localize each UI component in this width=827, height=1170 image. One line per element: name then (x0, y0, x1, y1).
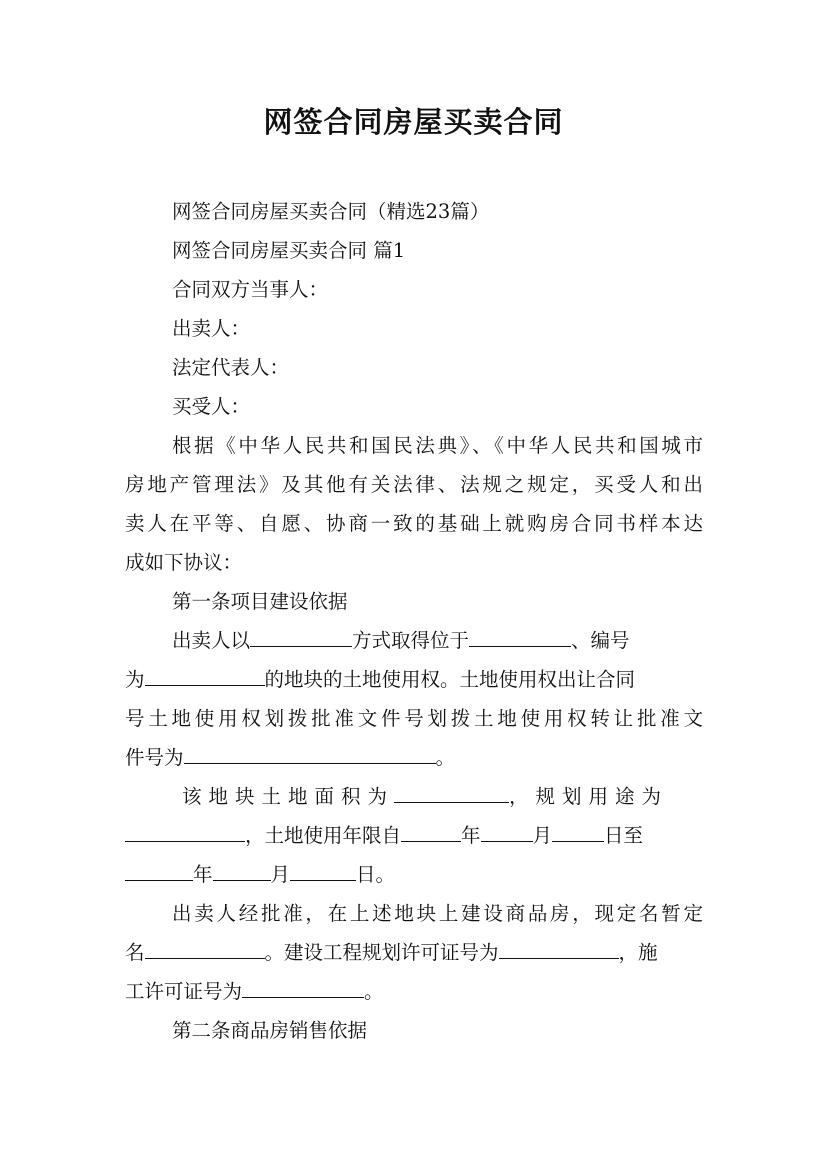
a1p3-line-2: 名 。建设工程规划许可证号为 ，施 (125, 941, 658, 964)
article-1-heading: 第一条项目建设依据 (172, 590, 348, 613)
a1p3-line-1: 出卖人经批准，在上述地块上建设商品房，现定名暂定 (172, 902, 703, 925)
a1p2-line-3: 年 月 日。 (125, 862, 703, 888)
blank-end-month[interactable] (213, 862, 271, 881)
blank-start-day[interactable] (552, 823, 604, 842)
basis-line-3: 卖人在平等、自愿、协商一致的基础上就购房合同书样本达 (125, 512, 703, 535)
blank-project-name[interactable] (145, 940, 265, 959)
parties-heading: 合同双方当事人： (172, 278, 329, 301)
basis-line-2: 房地产管理法》及其他有关法律、法规之规定，买受人和出 (125, 473, 703, 496)
blank-acquisition-method[interactable] (250, 628, 352, 647)
buyer-field: 买受人： (172, 395, 251, 418)
blank-start-year[interactable] (401, 823, 461, 842)
a1p1-line-3: 号土地使用权划拨批准文件号划拨土地使用权转让批准文 (125, 707, 703, 730)
blank-parcel-number[interactable] (145, 667, 265, 686)
intro-line: 网签合同房屋买卖合同（精选23篇） (172, 200, 490, 223)
blank-approval-number[interactable] (184, 745, 436, 764)
a1p3-line-3: 工许可证号为 。 (125, 980, 384, 1003)
blank-land-area[interactable] (394, 784, 509, 803)
a1p2-line-2: ，土地使用年限自 年 月 日至 (125, 823, 703, 849)
blank-planning-permit[interactable] (499, 940, 619, 959)
article-2-heading: 第二条商品房销售依据 (172, 1019, 368, 1042)
a1p1-line-1: 出卖人以 方式取得位于 、编号 (172, 629, 630, 652)
a1p1-line-4: 件号为 。 (125, 746, 456, 769)
seller-field: 出卖人： (172, 317, 251, 340)
legal-rep-field: 法定代表人： (172, 356, 290, 379)
basis-line-1: 根据《中华人民共和国民法典》、《中华人民共和国城市 (172, 434, 703, 457)
blank-location[interactable] (469, 628, 571, 647)
blank-construction-permit[interactable] (242, 979, 364, 998)
blank-planned-use[interactable] (125, 823, 245, 842)
document-title: 网签合同房屋买卖合同 (263, 105, 564, 139)
a1p1-line-2: 为 的地块的土地使用权。土地使用权出让合同 (125, 668, 636, 691)
blank-start-month[interactable] (481, 823, 533, 842)
basis-line-4: 成如下协议： (125, 551, 243, 574)
section-heading: 网签合同房屋买卖合同 篇1 (172, 239, 406, 262)
a1p2-line-1: 该地块土地面积为 ，规划用途为 (182, 785, 669, 808)
blank-end-year[interactable] (125, 862, 193, 881)
blank-end-day[interactable] (290, 862, 356, 881)
